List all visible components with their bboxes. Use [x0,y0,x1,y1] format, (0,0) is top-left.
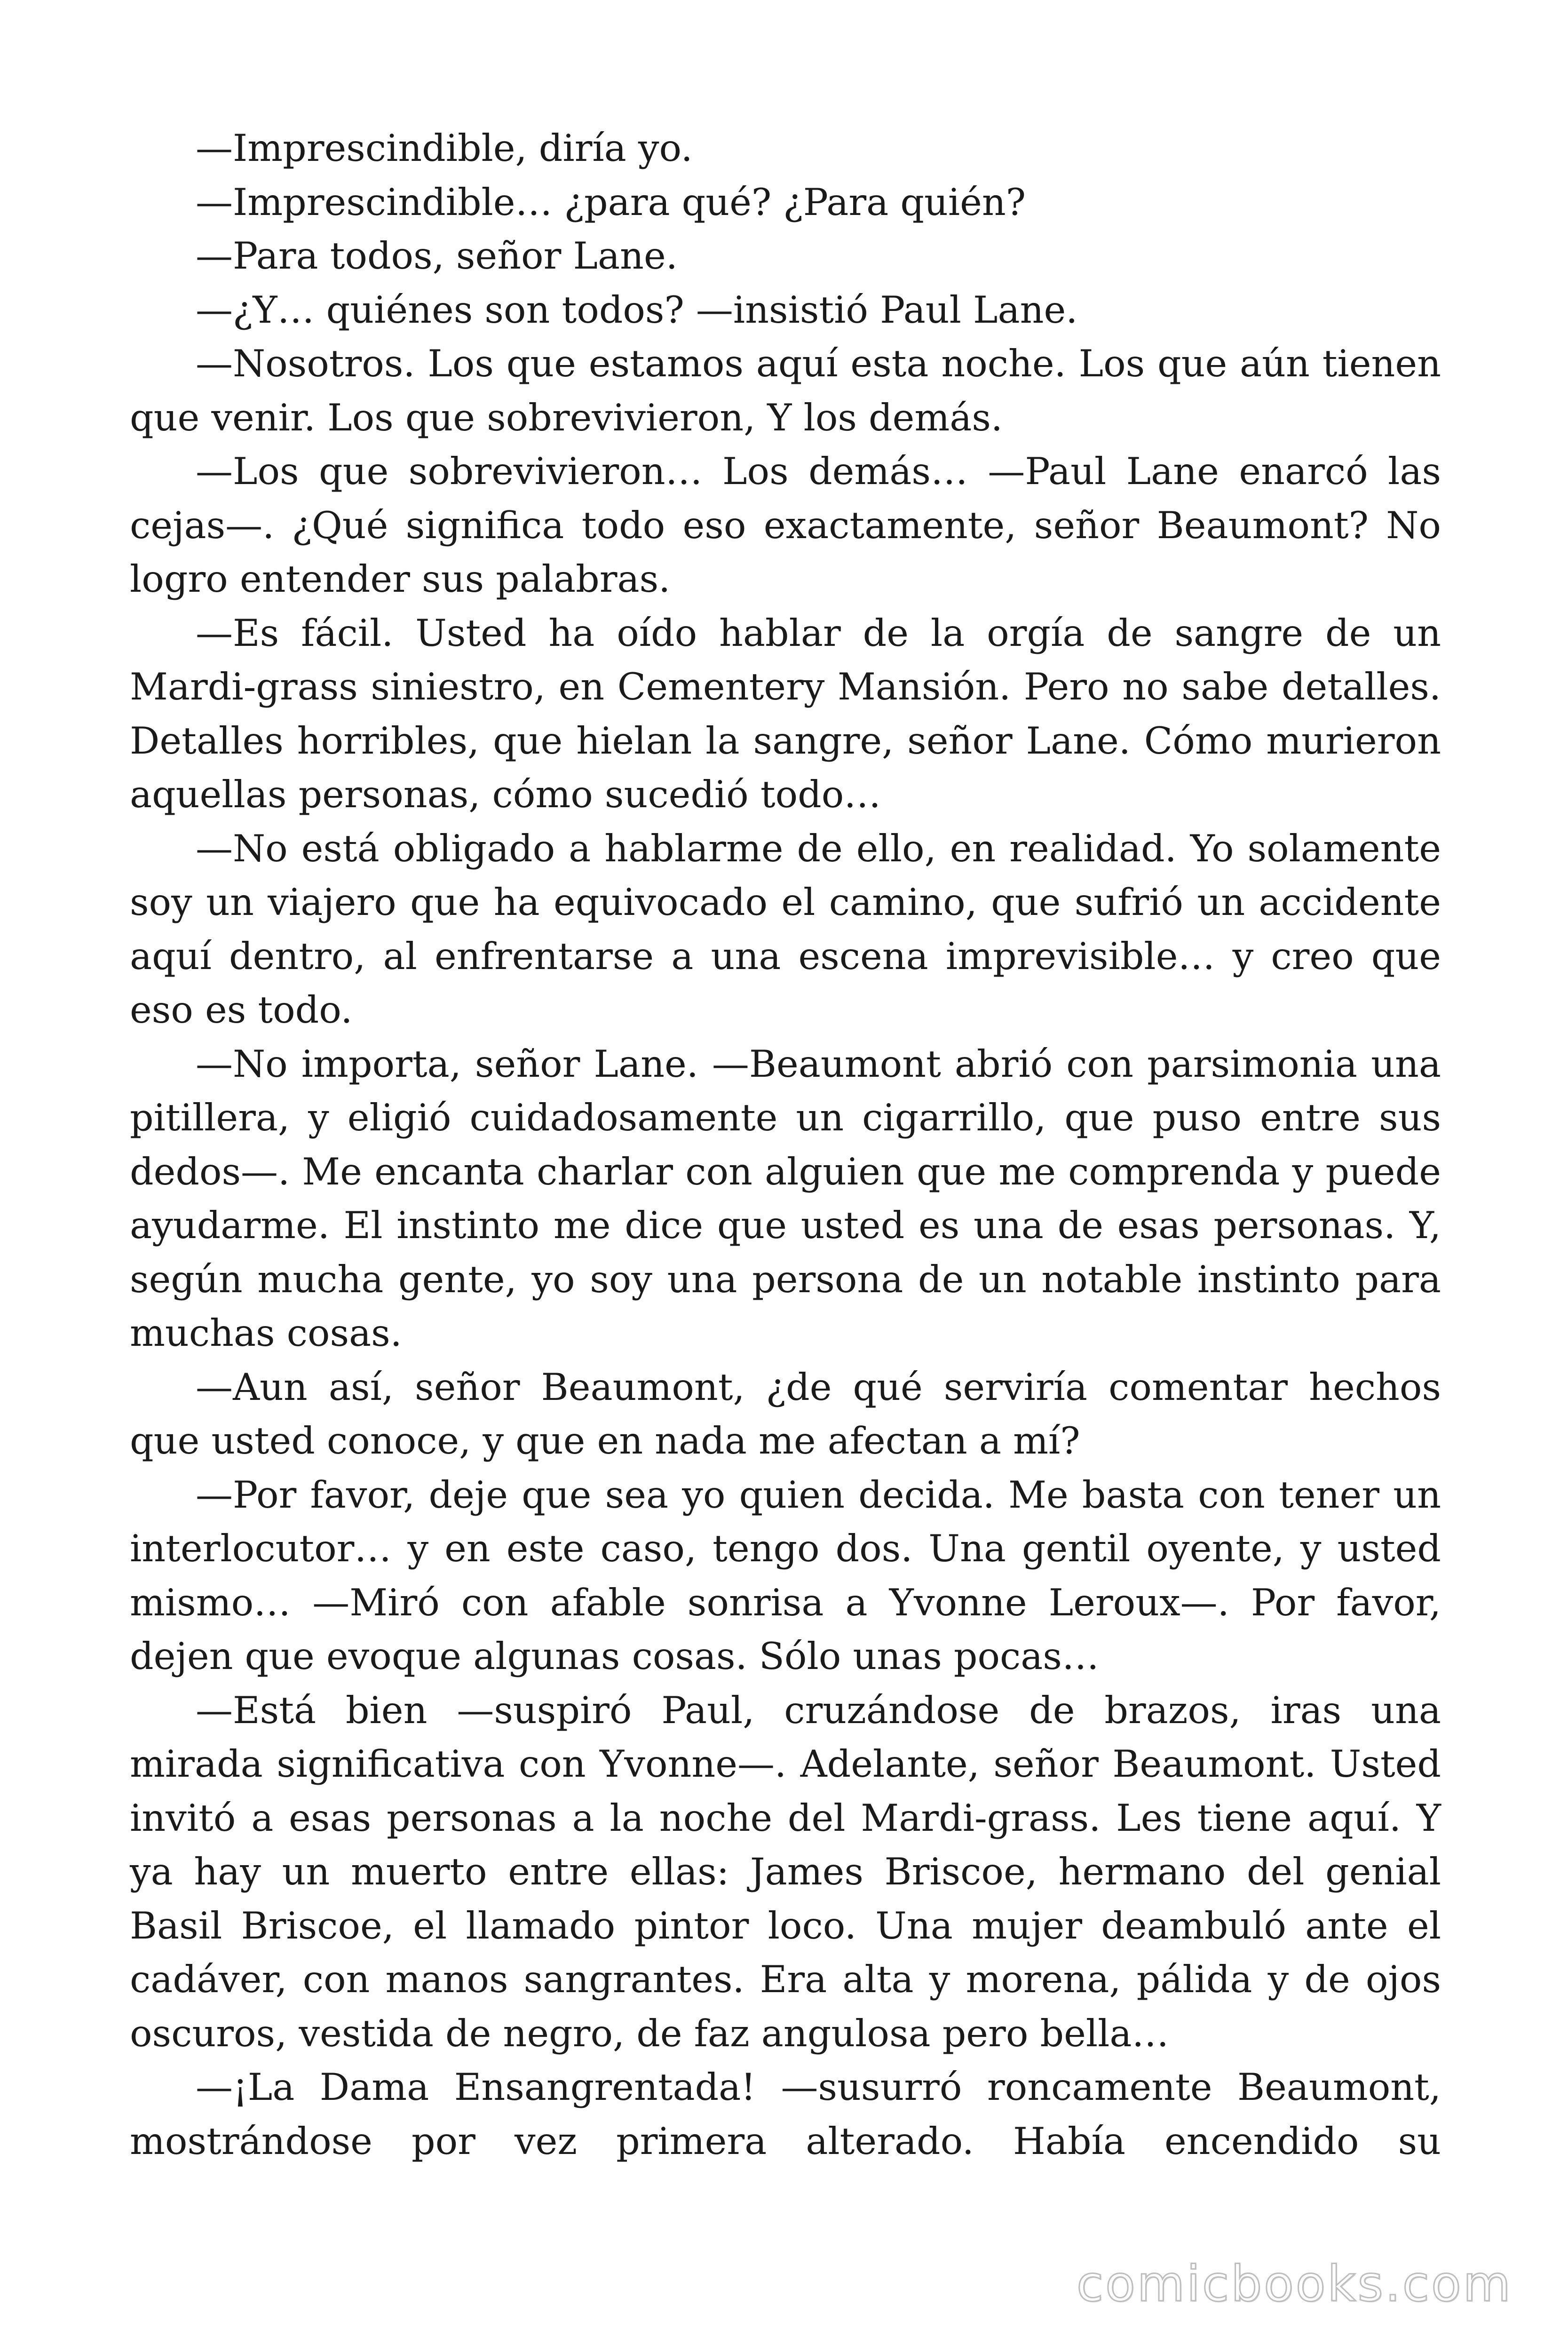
paragraph: —Para todos, señor Lane. [196,234,678,278]
paragraph: —Por favor, deje que sea yo quien decida. Me basta con tener un interlocutor… y en este caso, tengo dos. Una gentil oyente, y usted mismo… —Miró con afable sonrisa a Yvonne Leroux—. Por favor, dejen que evoque algunas cosas. Sólo unas pocas… [130,1473,1441,1678]
book-page-text [130,121,1441,2168]
site-watermark: comicbooks.com [1076,2255,1513,2312]
paragraph: —Imprescindible… ¿para qué? ¿Para quién? [196,180,1026,224]
paragraph: —¿Y… quiénes son todos? —insistió Paul Lane. [196,288,1078,332]
paragraph: —No está obligado a hablarme de ello, en realidad. Yo solamente soy un viajero que ha equivocado el camino, que sufrió un accidente aquí dentro, al enfrentarse a una escena imprevisible… y creo que eso es todo. [130,826,1441,1032]
paragraph: —Los que sobrevivieron… Los demás… —Paul Lane enarcó las cejas—. ¿Qué significa todo eso exactamente, señor Beaumont? No logro entender sus palabras. [130,450,1441,601]
paragraph: —Nosotros. Los que estamos aquí esta noche. Los que aún tienen que venir. Los que sobrevivieron, Y los demás. [130,342,1441,439]
paragraph: —No importa, señor Lane. —Beaumont abrió con parsimonia una pitillera, y eligió cuidadosamente un cigarrillo, que puso entre sus dedos—. Me encanta charlar con alguien que me comprenda y puede ayudarme. El instinto me dice que usted es una de esas personas. Y, según mucha gente, yo soy una persona de un notable instinto para muchas cosas. [130,1042,1441,1355]
paragraph: —Es fácil. Usted ha oído hablar de la orgía de sangre de un Mardi-grass siniestro, en Cementery Mansión. Pero no sabe detalles. Detalles horribles, que hielan la sangre, señor Lane. Cómo murieron aquellas personas, cómo sucedió todo… [130,611,1441,816]
paragraph: —Está bien —suspiró Paul, cruzándose de brazos, iras una mirada significativa con Yvonne—. Adelante, señor Beaumont. Usted invitó a esas personas a la noche del Mardi-grass. Les tiene aquí. Y ya hay un muerto entre ellas: James Briscoe, hermano del genial Basil Briscoe, el llamado pintor loco. Una mujer deambuló ante el cadáver, con manos sangrantes. Era alta y morena, pálida y de ojos oscuros, vestida de negro, de faz angulosa pero bella… [130,1688,1441,2055]
paragraph: —Imprescindible, diría yo. [196,127,693,170]
paragraph: —Aun así, señor Beaumont, ¿de qué serviría comentar hechos que usted conoce, y que en nada me afectan a mí? [130,1365,1441,1462]
paragraph: —¡La Dama Ensangrentada! —susurró roncamente Beaumont, mostrándose por vez primera alterado. Había encendido su [130,2066,1441,2163]
